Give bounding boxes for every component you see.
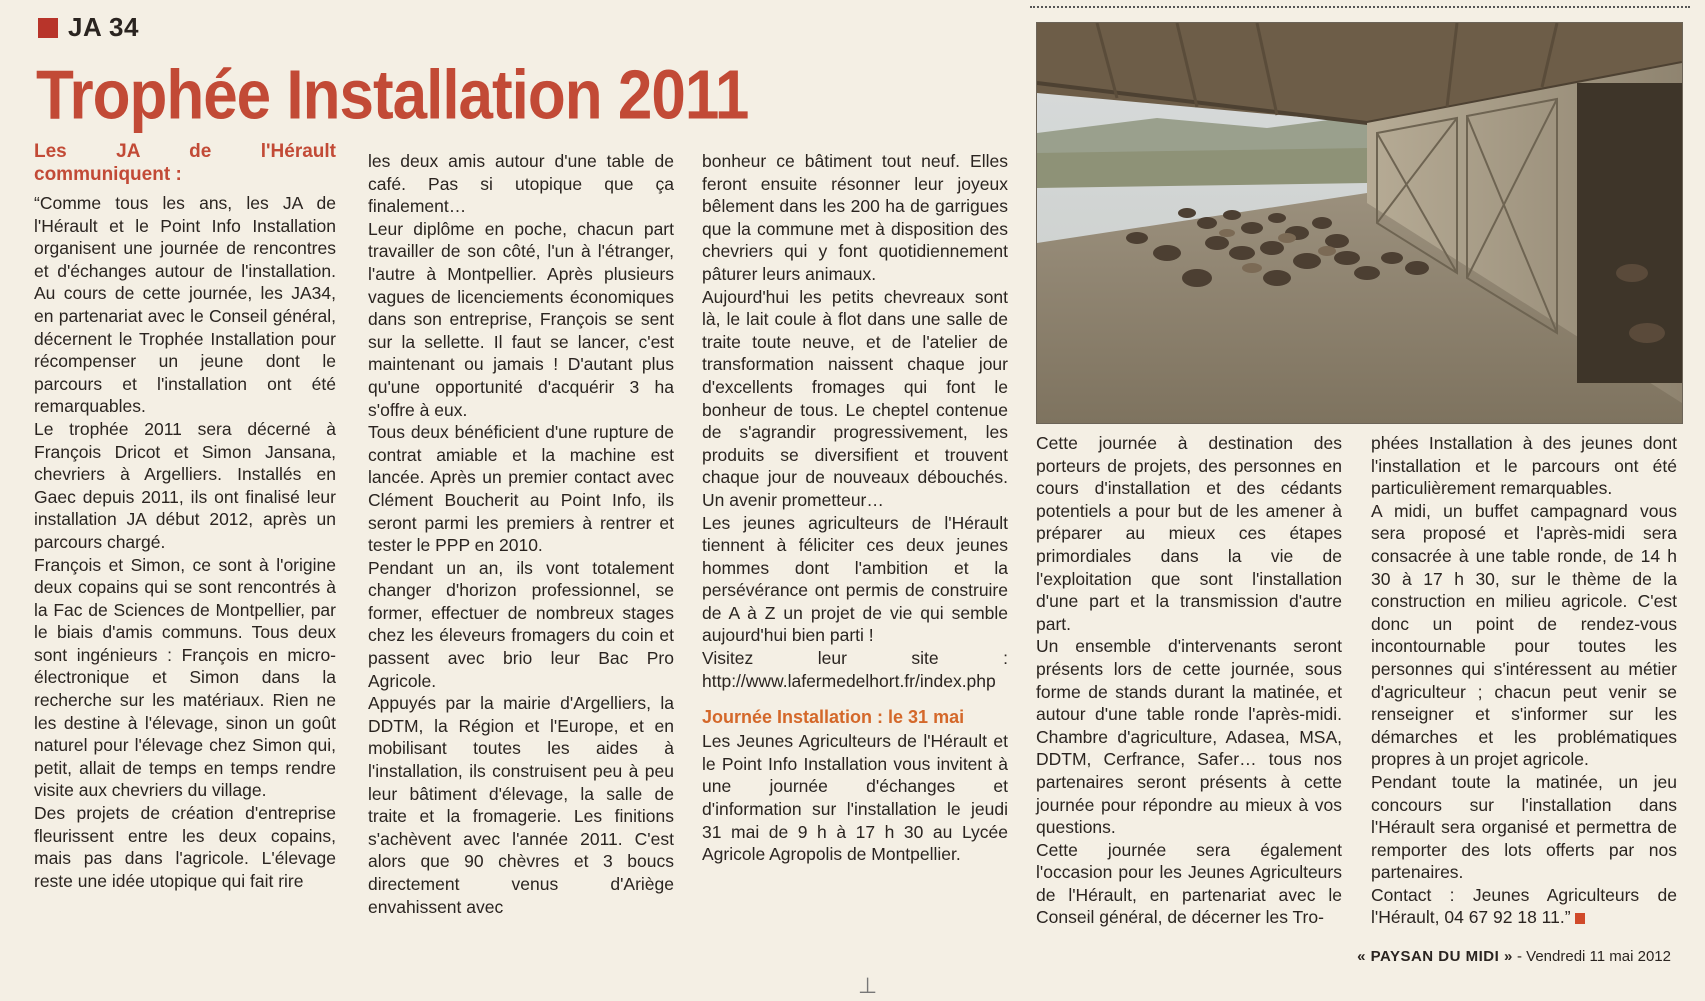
headline: Trophée Installation 2011 (36, 57, 749, 135)
article-column-4 (1036, 432, 1342, 929)
paragraph: Cette journée sera également l'occasion pour les Jeunes Agriculteurs de l'Hérault, en partenariat avec le Conseil général, de décerner les Tro- (1036, 839, 1342, 928)
article-column-3 (702, 150, 1008, 866)
section-kicker (38, 12, 139, 43)
column-1-subhead: Les JA de l'Hérault communiquent : (34, 141, 336, 185)
publication-date: - Vendredi 11 mai 2012 (1512, 948, 1671, 965)
page-footer (1357, 948, 1671, 965)
paragraph: A midi, un buffet campagnard vous sera proposé et l'après-midi sera consacrée à une table ronde, de 14 h 30 à 17 h 30, sur le thème de la construction en milieu agricole. C'est donc un point de rendez-vous incontournable pour toutes les personnes qui s'intéressent au métier d'agriculteur ; chacun peut venir se renseigner et s'informer sur les démarches et les problématiques propres à un projet agricole. (1371, 500, 1677, 770)
paragraph: Cette journée à destination des porteurs de projets, des personnes en cours d'installation et des cédants potentiels a pour but de les amener à préparer au mieux ces étapes primordiales dans la vie de l'exploitation que sont l'installation d'une part et la transmission d'autre part. (1036, 433, 1342, 634)
goat-barn-photo (1036, 22, 1683, 424)
article-column-5 (1371, 432, 1677, 929)
paragraph: François et Simon, ce sont à l'origine deux copains qui se sont rencontrés à la Fac de Sciences de Montpellier, par le biais d'amis communs. Tous deux sont ingénieurs : François en micro-électronique et Simon dans la recherche sur les matériaux. Rien ne les destine à l'élevage, sinon un goût naturel pour l'élevage chez Simon qui, petit, allait de temps en temps rendre visite aux chevriers du village. (34, 554, 336, 801)
paragraph: Tous deux bénéficient d'une rupture de contrat amiable et la machine est lancée. Après un premier contact avec Clément Boucherit au Point Info, ils seront parmi les premiers à rentrer et tester le PPP en 2010. (368, 422, 674, 556)
paragraph: Les Jeunes Agriculteurs de l'Hérault et le Point Info Installation vous invitent à une journée d'échanges et d'information sur l'installation le jeudi 31 mai de 9 h à 17 h 30 au Lycée Agricole Agropolis de Montpellier. (702, 731, 1008, 865)
paragraph: Appuyés par la mairie d'Argelliers, la DDTM, la Région et l'Europe, et en mobilisant toutes les aides à l'installation, ils construisent peu à peu leur bâtiment d'élevage, la salle de traite et la fromagerie. Les finitions s'achèvent avec l'année 2011. C'est alors que 90 chèvres et 3 boucs directement venus d'Ariège envahissent avec (368, 693, 674, 917)
event-subhead: Journée Installation : le 31 mai (702, 707, 965, 728)
paragraph: Leur diplôme en poche, chacun part travailler de son côté, l'un à l'étranger, l'autre à Montpellier. Après plusieurs vagues de licenciements économiques dans son entreprise, François se sent sur la sellette. Il faut se lancer, c'est maintenant ou jamais ! D'autant plus qu'une opportunité d'acquérir 3 ha s'offre à eux. (368, 218, 674, 420)
paragraph: Pendant un an, ils vont totalement changer d'horizon professionnel, se former, effectuer de nombreux stages chez les éleveurs fromagers du coin et passent avec brio leur Bac Pro Agricole. (368, 557, 674, 691)
end-mark-square (1575, 913, 1585, 924)
photo-illustration (1037, 23, 1682, 423)
top-dotted-rule (1030, 6, 1690, 8)
paragraph: Pendant toute la matinée, un jeu concours sur l'installation dans l'Hérault sera organisé et permettra de remporter des lots offerts par nos partenaires. (1371, 771, 1677, 883)
paragraph: Le trophée 2011 sera décerné à François Dricot et Simon Jansana, chevriers à Argelliers. Installés en Gaec depuis 2011, ils ont finalisé leur installation JA début 2012, après un parcours chargé. (34, 418, 336, 552)
paragraph: Aujourd'hui les petits chevreaux sont là, le lait coule à flot dans une salle de traite toute neuve, et de l'atelier de transformation naissent chaque jour d'excellents fromages qui font le bonheur de tous. Le cheptel contenue de s'agrandir progressivement, les produits se diversifient et trouvent chaque jour de nouveaux débouchés. Un avenir prometteur… (702, 286, 1008, 510)
paragraph: les deux amis autour d'une table de café. Pas si utopique que ça finalement… (368, 151, 674, 217)
paragraph: bonheur ce bâtiment tout neuf. Elles feront ensuite résonner leur joyeux bêlement dans les 200 ha de garrigues que la commune met à disposition des chevriers qui y font quotidiennement pâturer leurs animaux. (702, 151, 1008, 284)
paragraph: Un ensemble d'intervenants seront présents lors de cette journée, sous forme de stands durant la matinée, et autour d'une table ronde l'après-midi. Chambre d'agriculture, Adasea, MSA, DDTM, Cerfrance, Safer… tous nos partenaires seront présents à cette journée pour répondre au mieux à vos questions. (1036, 636, 1342, 838)
paragraph: Les jeunes agriculteurs de l'Hérault tiennent à féliciter ces deux jeunes hommes dont l'ambition et la persévérance ont permis de construire de A à Z un projet de vie qui semble aujourd'hui bien parti ! (702, 512, 1008, 646)
website-line: Visitez leur site : http://www.lafermedelhort.fr/index.php (702, 648, 1008, 691)
contact-text: Contact : Jeunes Agriculteurs de l'Hérault, 04 67 92 18 11.” (1371, 884, 1677, 928)
article-column-2 (368, 150, 674, 918)
paragraph: Des projets de création d'entreprise fleurissent entre les deux copains, mais pas dans l'agricole. L'élevage reste une idée utopique qui fait rire (34, 803, 336, 891)
section-marker-square (38, 18, 58, 38)
section-label: JA 34 (68, 12, 139, 42)
paragraph: phées Installation à des jeunes dont l'installation et le parcours ont été particulièrement remarquables. (1371, 433, 1677, 499)
article-column-1 (34, 140, 336, 892)
publication-name: « PAYSAN DU MIDI » (1357, 948, 1513, 965)
paragraph: “Comme tous les ans, les JA de l'Hérault et le Point Info Installation organisent une journée de rencontres et d'échanges autour de l'installation. Au cours de cette journée, les JA34, en partenariat avec le Conseil général, décernent le Trophée Installation pour récompenser un jeune dont le parcours et l'installation ont été remarquables. (34, 193, 336, 417)
contact-line (1371, 884, 1677, 929)
registration-mark-icon: ⊥ (858, 973, 878, 998)
